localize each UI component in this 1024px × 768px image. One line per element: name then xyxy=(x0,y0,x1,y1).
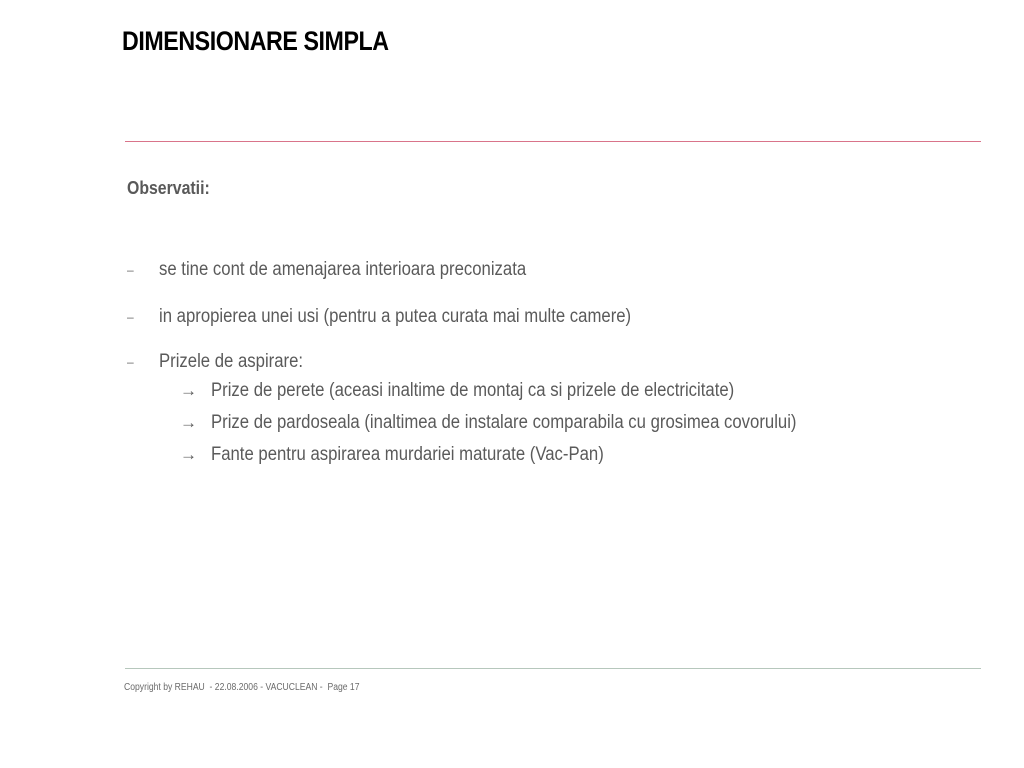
footer-copyright: Copyright by REHAU - 22.08.2006 - VACUCLEAN - Page 17 xyxy=(124,682,360,693)
sub-bullet-text: Prize de perete (aceasi inaltime de montaj ca si prizele de electricitate) xyxy=(211,380,735,401)
arrow-right-icon: → xyxy=(180,381,197,400)
slide-title: DIMENSIONARE SIMPLA xyxy=(122,26,389,56)
bullet-dash-icon: – xyxy=(127,355,134,369)
sub-bullet-text: Fante pentru aspirarea murdariei maturate (Vac-Pan) xyxy=(211,444,604,465)
bullet-text: Prizele de aspirare: xyxy=(159,351,304,372)
arrow-right-icon: → xyxy=(180,445,197,464)
observations-heading: Observatii: xyxy=(127,178,210,198)
bullet-dash-icon: – xyxy=(127,310,134,324)
title-divider xyxy=(125,141,981,142)
bullet-dash-icon: – xyxy=(127,263,134,277)
bullet-text: in apropierea unei usi (pentru a putea curata mai multe camere) xyxy=(159,306,632,327)
arrow-right-icon: → xyxy=(180,413,197,432)
sub-bullet-text: Prize de pardoseala (inaltimea de instalare comparabila cu grosimea covorului) xyxy=(211,412,797,433)
footer-divider xyxy=(125,668,981,669)
bullet-text: se tine cont de amenajarea interioara preconizata xyxy=(159,259,527,280)
